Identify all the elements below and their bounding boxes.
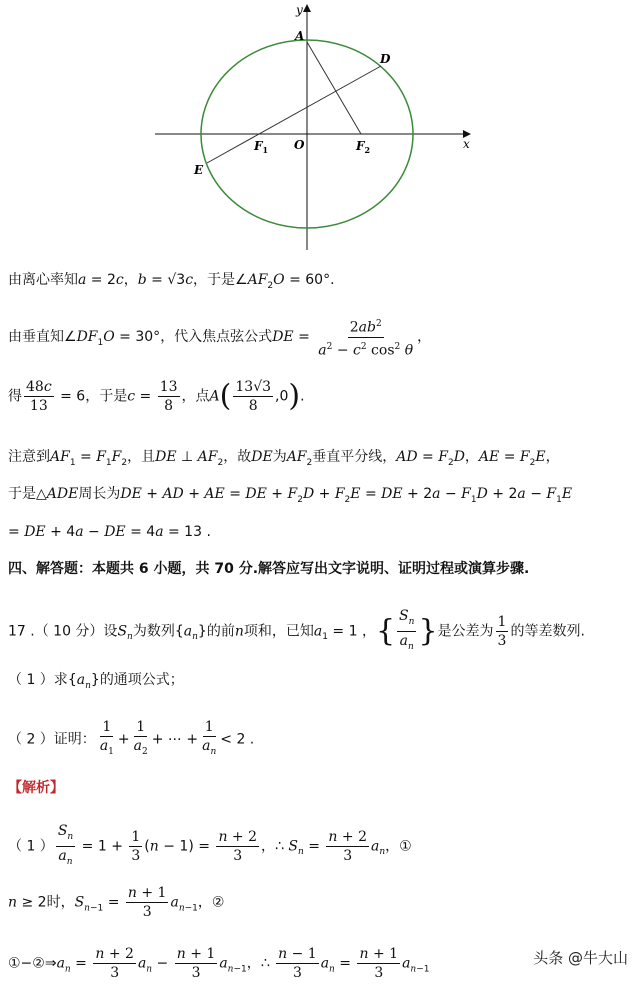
solution-step-1: （ 1 ） $\frac{S_n}{a_n}$ = 1 + $\frac{1}{3}$ (n − 1) = $\frac{n + 2}{3}$ ，∴ $S_n$ = $\frac{n + 2}{3}$ $a_n$，① <box>8 823 412 867</box>
label-x: x <box>463 137 470 151</box>
analysis-header: 【解析】 <box>8 780 64 796</box>
label-E: E <box>194 163 204 177</box>
label-D: D <box>380 52 391 66</box>
label-y: y <box>296 3 303 17</box>
segment-A-F2 <box>307 42 361 134</box>
solution-step-2: n ≥ 2时，$S_{n-1}$ = $\frac{n + 1}{3}$ $a_{n-1}$，② <box>8 885 225 920</box>
solution-line-1: 由离心率知a = 2c，b = √3c，于是$\angle AF_2O = 60^\circ$. <box>8 272 335 291</box>
question-17-part-2: （ 2 ）证明： $\frac{1}{a_1}$ + $\frac{1}{a_2}$ + ⋯ + $\frac{1}{a_n}$ < 2 . <box>8 719 255 757</box>
solution-line-5: 于是△ADE周长为DE + AD + AE = DE + $F_2D + F_2E$ = DE + $2a - F_1D + 2a - F_1E$ <box>8 486 573 505</box>
watermark: 头条 @牛大山 <box>533 949 628 967</box>
section-4-header: 四、解答题：本题共 6 小题，共 70 分.解答应写出文字说明、证明过程或演算步骤. <box>8 561 530 577</box>
label-A: A <box>295 29 305 43</box>
solution-step-3: $①-②\Rightarrow a_n$ = $\frac{n + 2}{3}$ $a_n$ − $\frac{n + 1}{3}$ $a_{n-1}$，∴ $\frac{n - 1}{3}$ $a_n$ = $\frac{n + 1}{3}$ $a_{n-1}$ <box>8 946 430 981</box>
label-F1: $F_1$ <box>254 139 269 155</box>
solution-line-3: 得 $\frac{48c}{13}$ = 6，于是c = $\frac{13}{8}$ ，点A( $\frac{13√3}{8}$ ,0). <box>8 378 305 414</box>
label-F2: $F_2$ <box>356 139 371 155</box>
question-17: 17 .（ 10 分）设$S_n$为数列$\{a_n\}$的前n项和，已知$a_1 = 1$ ，{ $\frac{S_n}{a_n}$ }是公差为 $\frac{1}{3}$ 的等差数列. <box>8 608 585 652</box>
question-17-part-1: （ 1 ）求$\{a_n\}$的通项公式； <box>8 672 184 691</box>
solution-line-4: 注意到$AF_1 = F_1F_2$，且DE ⊥ $AF_2$，故DE为$AF_2$垂直平分线，AD = $F_2D$，AE = $F_2E$， <box>8 449 560 468</box>
ellipse-figure <box>0 0 640 260</box>
solution-line-6: = DE + 4a − DE = 4a = 13 . <box>8 524 211 540</box>
solution-line-2: 由垂直知$\angle DF_1O = 30^\circ$，代入焦点弦公式DE = $\frac{2ab^2}{a^2 - c^2 \cos^2 \theta}$ ， <box>8 315 431 359</box>
label-origin: O <box>294 138 305 152</box>
